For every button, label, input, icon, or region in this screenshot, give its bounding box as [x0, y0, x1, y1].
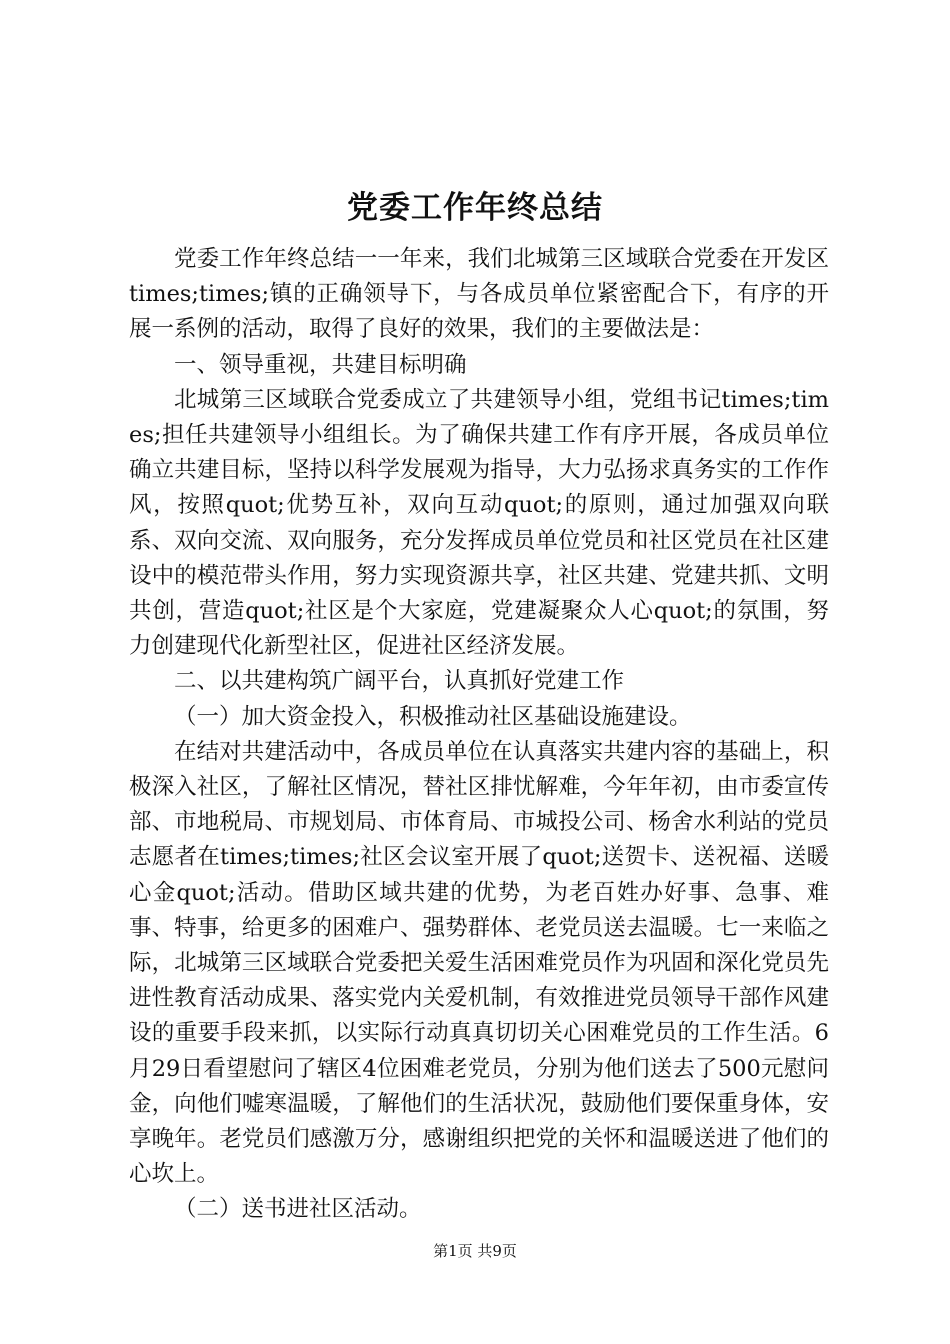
document-body: [129, 242, 829, 1228]
page-number-footer: 第1页 共9页: [433, 1242, 517, 1260]
intro-paragraph: 党委工作年终总结一一年来，我们北城第三区域联合党委在开发区times;times;镇的正确领导下，与各成员单位紧密配合下，有序的开展一系例的活动，取得了良好的效果，我们的主要做法是：: [129, 246, 829, 343]
section-heading-2: 二、以共建构筑广阔平台，认真抓好党建工作: [174, 668, 625, 695]
subsection-1-paragraph: 在结对共建活动中，各成员单位在认真落实共建内容的基础上，积极深入社区，了解社区情况，替社区排忧解难，今年年初，由市委宣传部、市地税局、市规划局、市体育局、市城投公司、杨舍水利站的党员志愿者在times;times;社区会议室开展了quot;送贺卡、送祝福、送暖心金quot;活动。借助区域共建的优势，为老百姓办好事、急事、难事、特事，给更多的困难户、强势群体、老党员送去温暖。七一来临之际，北城第三区域联合党委把关爱生活困难党员作为巩固和深化党员先进性教育活动成果、落实党内关爱机制，有效推进党员领导干部作风建设的重要手段来抓，以实际行动真真切切关心困难党员的工作生活。6月29日看望慰问了辖区4位困难老党员，分别为他们送去了500元慰问金，向他们嘘寒温暖，了解他们的生活状况，鼓励他们要保重身体，安享晚年。老党员们感激万分，感谢组织把党的关怀和温暖送进了他们的心坎上。: [129, 738, 829, 1188]
section-1-paragraph: 北城第三区域联合党委成立了共建领导小组，党组书记times;times;担任共建领导小组组长。为了确保共建工作有序开展，各成员单位确立共建目标，坚持以科学发展观为指导，大力弘扬求真务实的工作作风，按照quot;优势互补，双向互动quot;的原则，通过加强双向联系、双向交流、双向服务，充分发挥成员单位党员和社区党员在社区建设中的模范带头作用，努力实现资源共享，社区共建、党建共抓、文明共创，营造quot;社区是个大家庭，党建凝聚众人心quot;的氛围，努力创建现代化新型社区，促进社区经济发展。: [129, 386, 829, 660]
subsection-heading-2: （二）送书进社区活动。: [174, 1196, 422, 1223]
subsection-heading-1: （一）加大资金投入，积极推动社区基础设施建设。: [174, 703, 692, 730]
section-heading-1: 一、领导重视，共建目标明确: [174, 351, 467, 378]
document-title: 党委工作年终总结: [347, 190, 603, 226]
